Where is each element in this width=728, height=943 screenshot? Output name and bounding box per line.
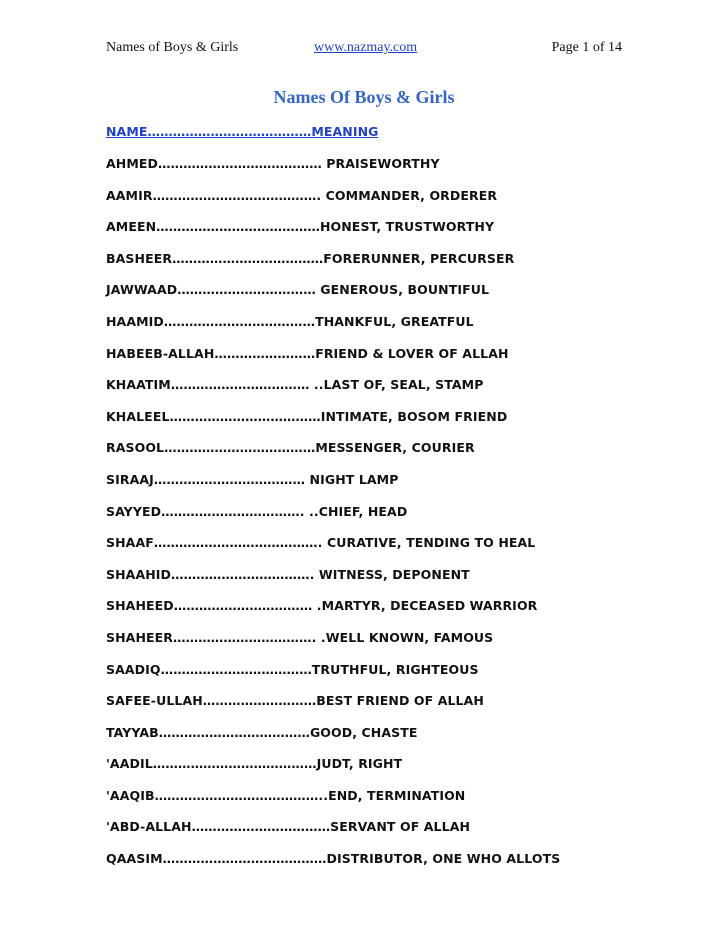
list-item: SAADIQ………………………………TRUTHFUL, RIGHTEOUS: [106, 661, 479, 677]
list-item: SHAAF…………………………………. CURATIVE, TENDING TO HEAL: [106, 535, 536, 551]
list-item: AMEEN…………………………………HONEST, TRUSTWORTHY: [106, 219, 495, 235]
list-item: SAFEE-ULLAH………………………BEST FRIEND OF ALLAH: [106, 693, 484, 709]
list-item: BASHEER………………………………FORERUNNER, PERCURSER: [106, 250, 515, 266]
names-list: [106, 156, 666, 883]
list-item: TAYYAB………………………………GOOD, CHASTE: [106, 724, 418, 740]
list-item: SHAHEER……………………………. .WELL KNOWN, FAMOUS: [106, 629, 494, 645]
page-header: [106, 40, 622, 60]
list-item: SHAAHID……………………………. WITNESS, DEPONENT: [106, 566, 470, 582]
list-item: 'AADIL…………………………………JUDT, RIGHT: [106, 756, 403, 772]
list-item: SAYYED……………………………. ..CHIEF, HEAD: [106, 503, 408, 519]
list-item: QAASIM…………………………………DISTRIBUTOR, ONE WHO ALLOTS: [106, 851, 561, 867]
list-item: 'AAQIB…………………………………..END, TERMINATION: [106, 787, 466, 803]
list-item: AHMED………………………………… PRAISEWORTHY: [106, 156, 440, 171]
header-website-link[interactable]: www.nazmay.com: [314, 40, 418, 55]
list-item: JAWWAAD…………………………… GENEROUS, BOUNTIFUL: [106, 282, 490, 298]
column-header: NAME…………………………………MEANING: [106, 124, 379, 139]
list-item: HABEEB-ALLAH……………………FRIEND & LOVER OF ALLAH: [106, 345, 509, 361]
list-item: AAMIR…………………………………. COMMANDER, ORDERER: [106, 187, 498, 203]
list-item: 'ABD-ALLAH……………………………SERVANT OF ALLAH: [106, 819, 471, 835]
list-item: SHAHEED…………………………… .MARTYR, DECEASED WARRIOR: [106, 598, 538, 614]
list-item: KHAATIM…………………………… ..LAST OF, SEAL, STAMP: [106, 377, 484, 393]
list-item: RASOOL………………………………MESSENGER, COURIER: [106, 440, 475, 456]
list-item: KHALEEL………………………………INTIMATE, BOSOM FRIEND: [106, 408, 508, 424]
header-page-number: Page 1 of 14: [551, 40, 622, 55]
list-item: SIRAAJ……………………………… NIGHT LAMP: [106, 471, 399, 487]
page-title: Names Of Boys & Girls: [273, 87, 455, 107]
list-item: HAAMID………………………………THANKFUL, GREATFUL: [106, 313, 474, 329]
header-doc-title: Names of Boys & Girls: [106, 40, 239, 55]
